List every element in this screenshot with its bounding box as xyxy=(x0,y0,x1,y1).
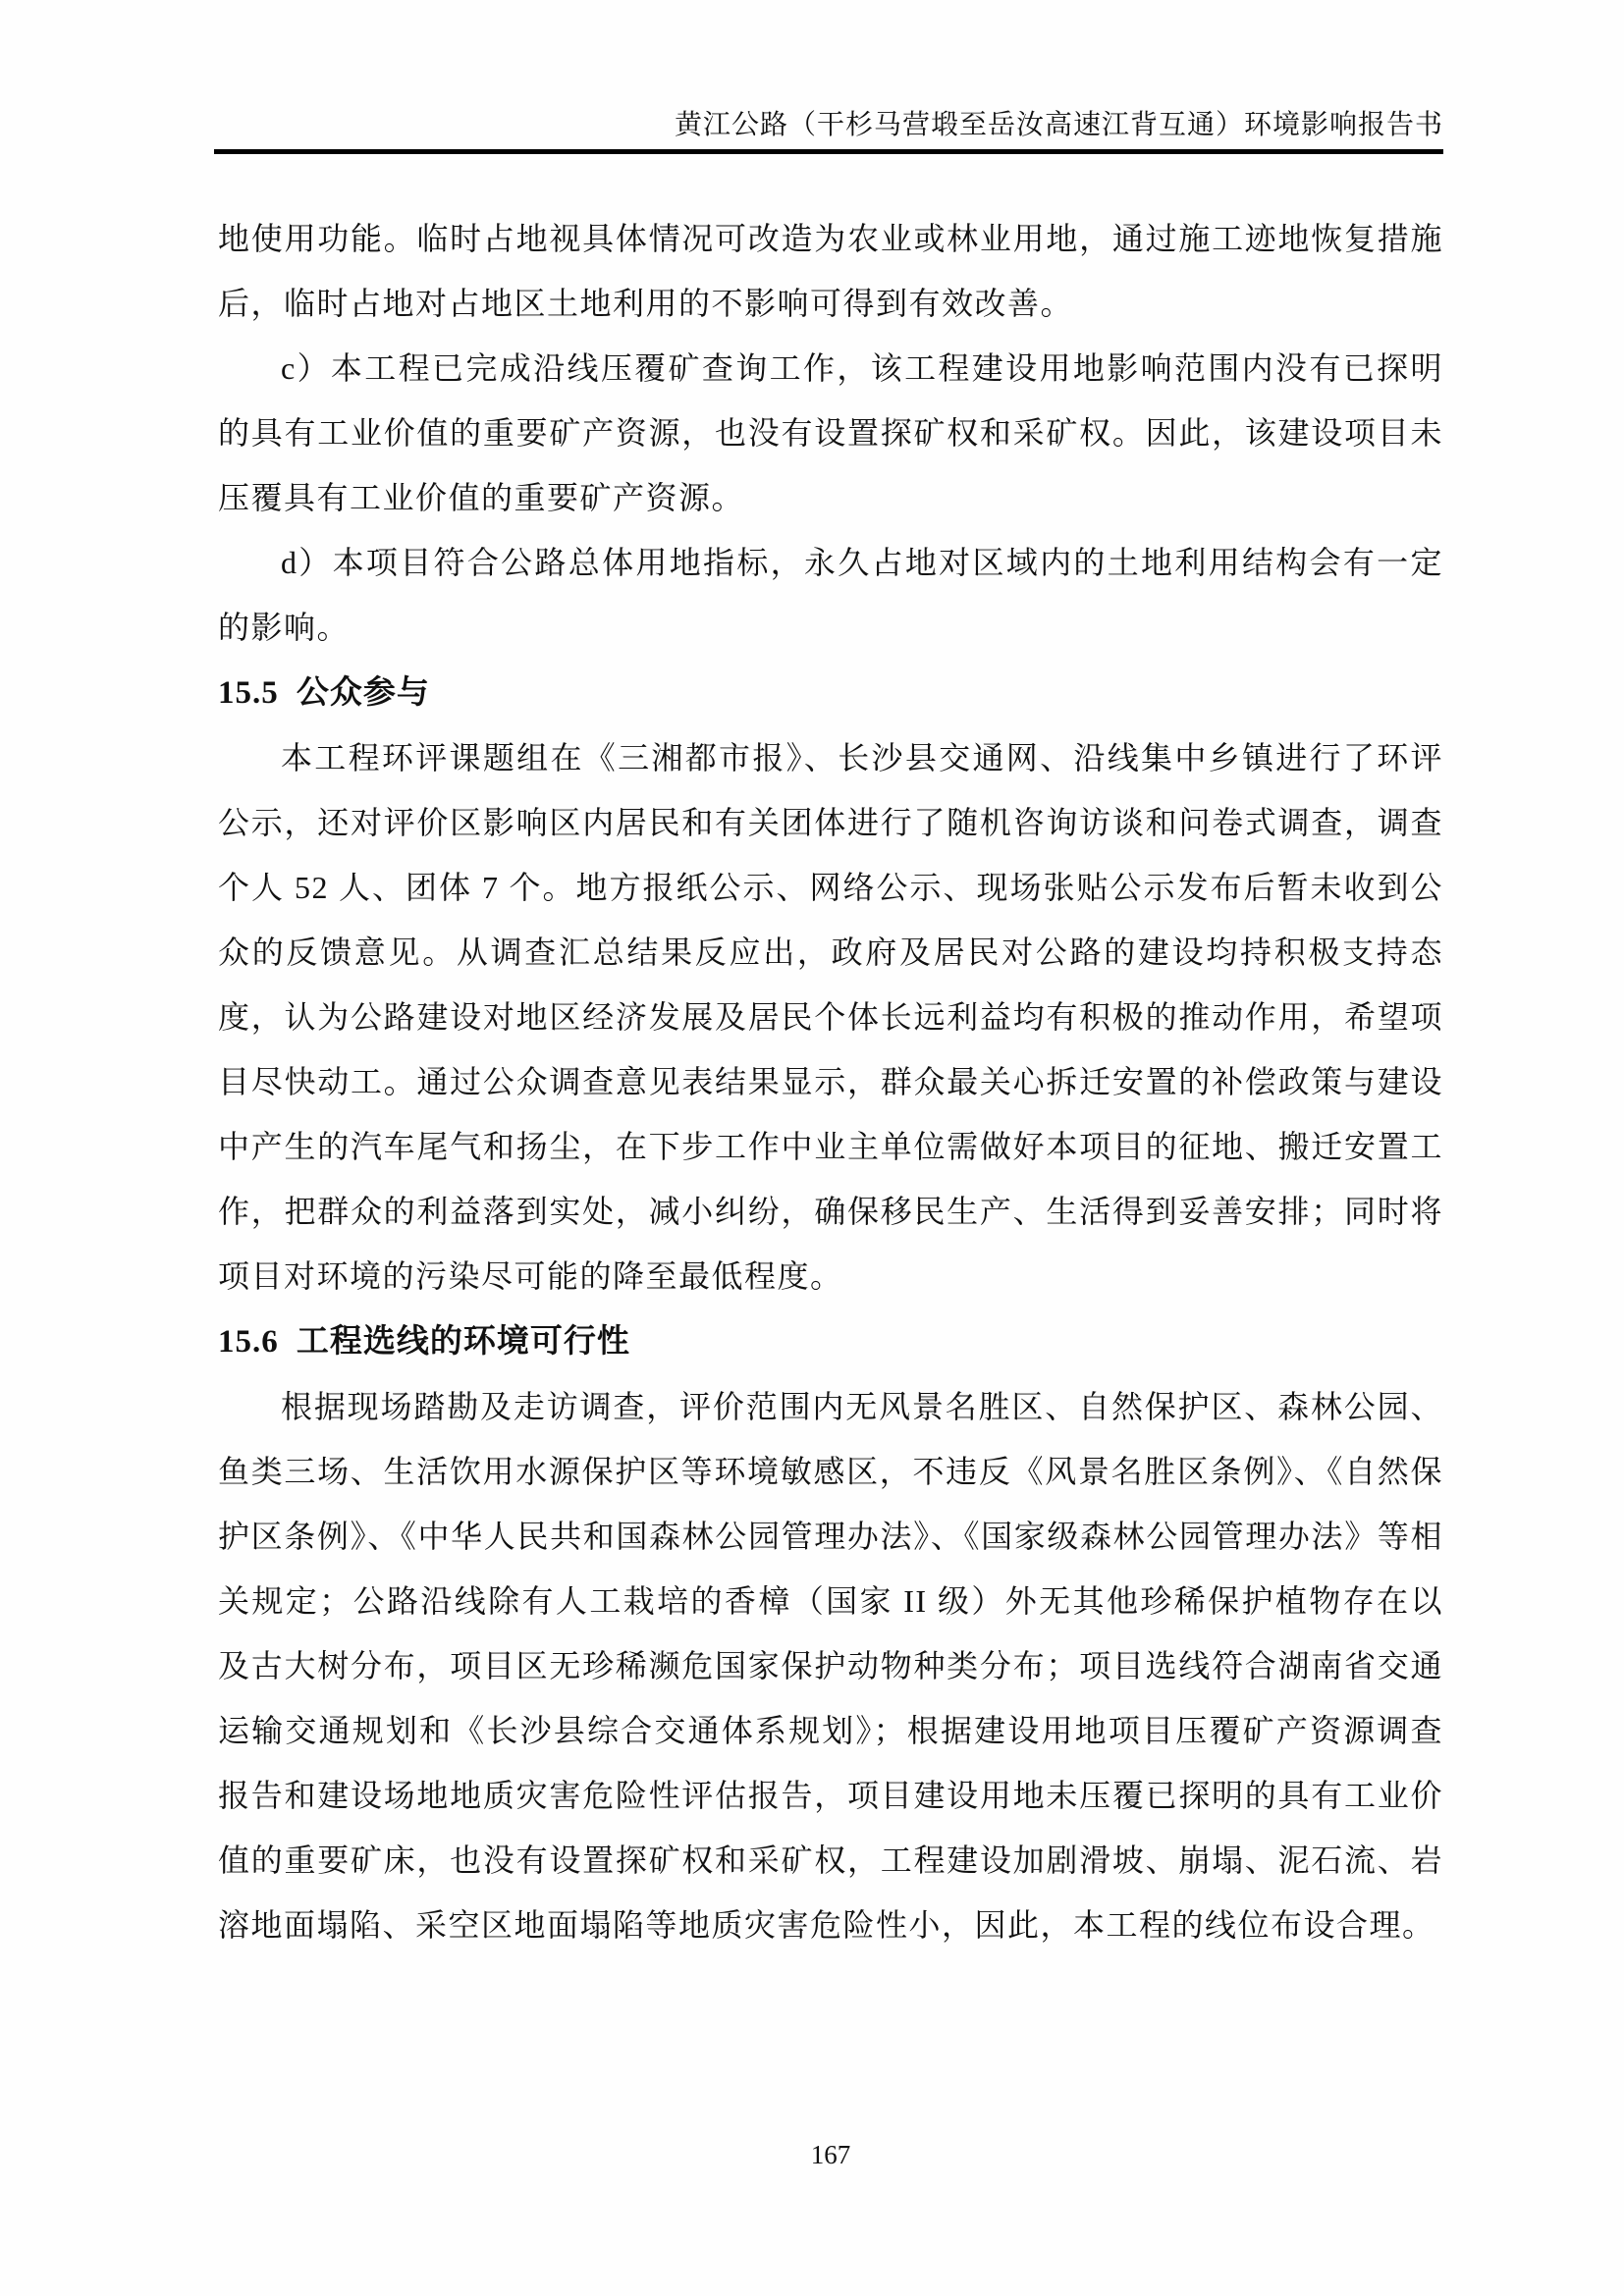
section-title: 工程选线的环境可行性 xyxy=(296,1322,630,1359)
paragraph: c）本工程已完成沿线压覆矿查询工作，该工程建设用地影响范围内没有已探明的具有工业价值的重要矿产资源，也没有设置探矿权和采矿权。因此，该建设项目未压覆具有工业价值的重要矿产资源。 xyxy=(218,350,1443,515)
header-rule xyxy=(214,149,1443,154)
paragraph: 本工程环评课题组在《三湘都市报》、长沙县交通网、沿线集中乡镇进行了环评公示，还对评价区影响区内居民和有关团体进行了随机咨询访谈和问卷式调查，调查个人 52 人、团体 7 个。地方报纸公示、网络公示、现场张贴公示发布后暂未收到公众的反馈意见。从调查汇总结果反应出，政府及居民对公路的建设均持积极支持态度，认为公路建设对地区经济发展及居民个体长远利益均有积极的推动作用，希望项目尽快动工。通过公众调查意见表结果显示，群众最关心拆迁安置的补偿政策与建设中产生的汽车尾气和扬尘，在下步工作中业主单位需做好本项目的征地、搬迁安置工作，把群众的利益落到实处，减小纠纷，确保移民生产、生活得到妥善安排；同时将项目对环境的污染尽可能的降至最低程度。 xyxy=(218,740,1443,1294)
section-heading xyxy=(218,1308,1443,1374)
page-number: 167 xyxy=(810,2140,851,2169)
section-title: 公众参与 xyxy=(296,673,430,710)
paragraph: 根据现场踏勘及走访调查，评价范围内无风景名胜区、自然保护区、森林公园、鱼类三场、生活饮用水源保护区等环境敏感区，不违反《风景名胜区条例》、《自然保护区条例》、《中华人民共和国森林公园管理办法》、《国家级森林公园管理办法》等相关规定；公路沿线除有人工栽培的香樟（国家 II 级）外无其他珍稀保护植物存在以及古大树分布，项目区无珍稀濒危国家保护动物种类分布；项目选线符合湖南省交通运输交通规划和《长沙县综合交通体系规划》；根据建设用地项目压覆矿产资源调查报告和建设场地地质灾害危险性评估报告，项目建设用地未压覆已探明的具有工业价值的重要矿床，也没有设置探矿权和采矿权，工程建设加剧滑坡、崩塌、泥石流、岩溶地面塌陷、采空区地面塌陷等地质灾害危险性小，因此，本工程的线位布设合理。 xyxy=(218,1389,1443,1943)
section-number: 15.5 xyxy=(218,675,279,711)
paragraph: 地使用功能。临时占地视具体情况可改造为农业或林业用地，通过施工迹地恢复措施后，临时占地对占地区土地利用的不影响可得到有效改善。 xyxy=(218,221,1443,321)
section-number: 15.6 xyxy=(218,1324,279,1360)
document-body xyxy=(218,206,1443,1957)
paragraph: d）本项目符合公路总体用地指标，永久占地对区域内的土地利用结构会有一定的影响。 xyxy=(218,545,1443,645)
page-header-title: 黄江公路（干杉马营塅至岳汝高速江背互通）环境影响报告书 xyxy=(674,110,1443,140)
section-heading xyxy=(218,660,1443,725)
